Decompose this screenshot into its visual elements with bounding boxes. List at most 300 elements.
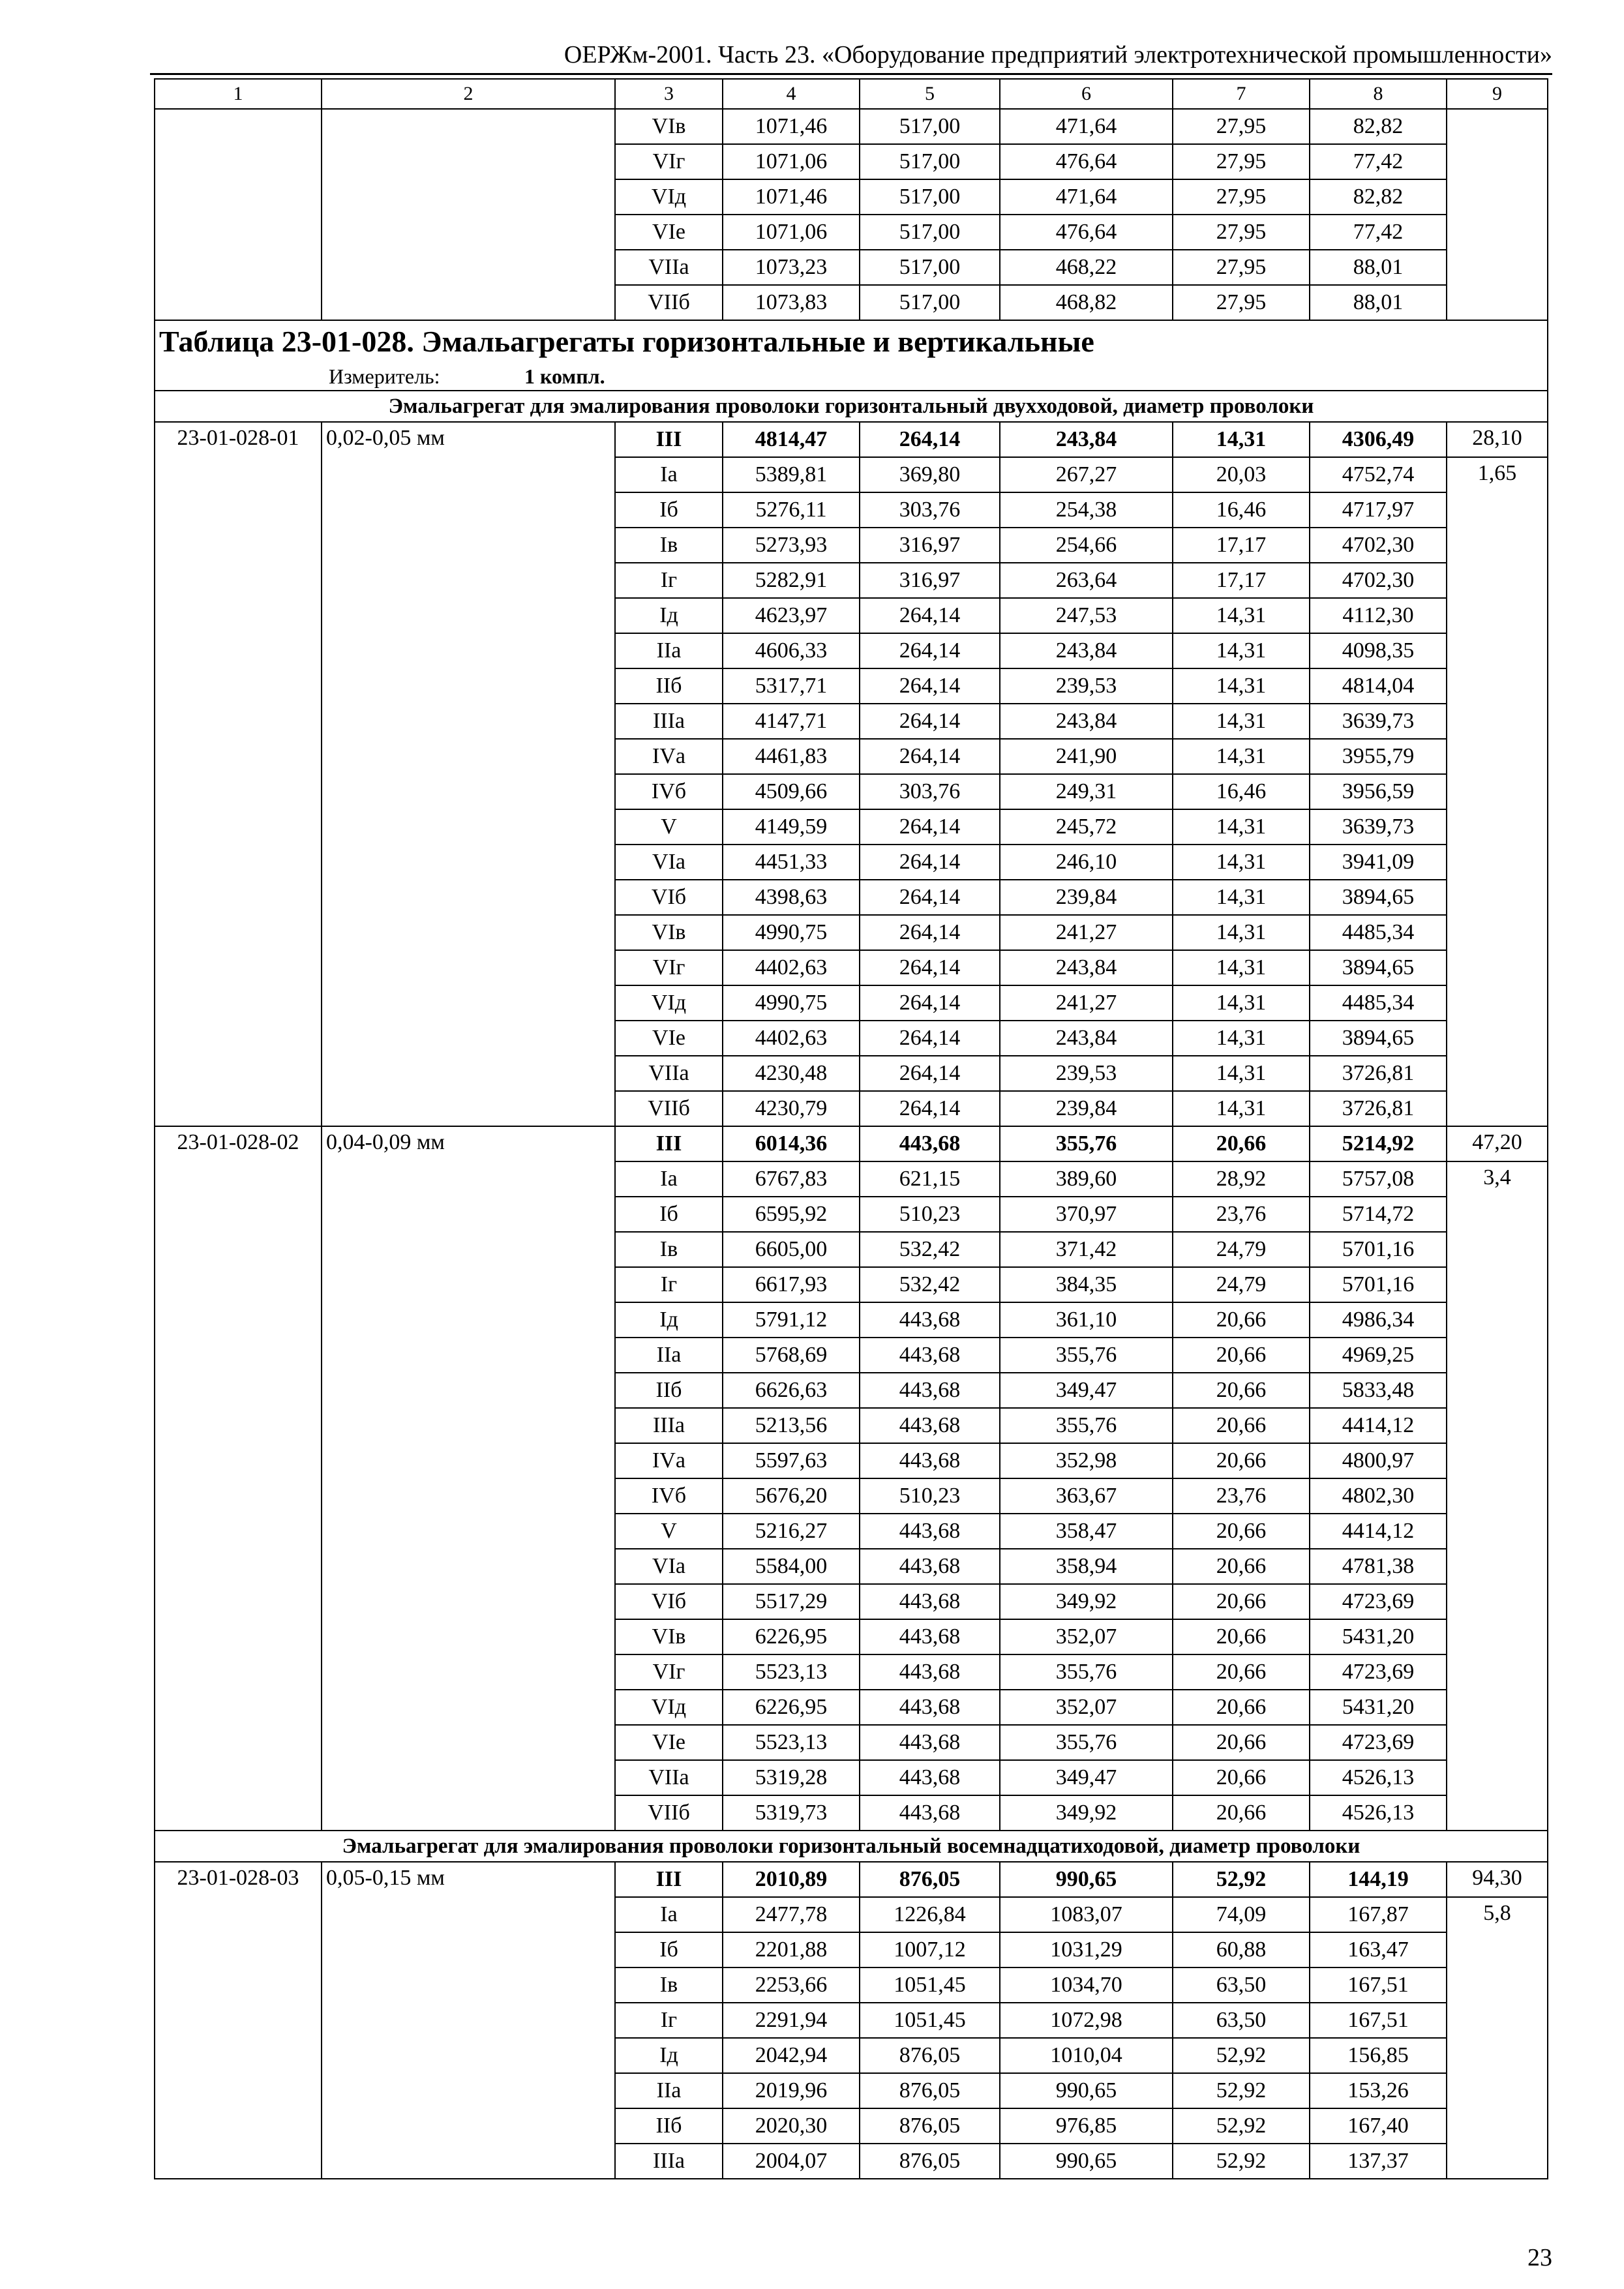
labor-cost-cell: 264,14 xyxy=(860,809,1000,845)
note-cell: 5,8 xyxy=(1447,1897,1548,2179)
machinist-wage-cell: 52,92 xyxy=(1173,1862,1310,1897)
cost-total-cell: 1073,83 xyxy=(723,285,860,320)
level-cell: Iа xyxy=(615,457,723,492)
cost-total-cell: 4402,63 xyxy=(723,1021,860,1056)
name-cell xyxy=(322,109,615,320)
level-cell: VIIб xyxy=(615,285,723,320)
machine-cost-cell: 1072,98 xyxy=(1000,2003,1173,2038)
machinist-wage-cell: 23,76 xyxy=(1173,1197,1310,1232)
materials-cost-cell: 4781,38 xyxy=(1310,1549,1447,1584)
cost-total-cell: 5791,12 xyxy=(723,1302,860,1338)
name-cell: 0,05-0,15 мм xyxy=(322,1862,615,2179)
machine-cost-cell: 358,47 xyxy=(1000,1514,1173,1549)
section-heading: Эмальагрегат для эмалирования проволоки горизонтальный двухходовой, диаметр проволоки xyxy=(155,391,1548,422)
labor-cost-cell: 264,14 xyxy=(860,633,1000,668)
machine-cost-cell: 990,65 xyxy=(1000,1862,1173,1897)
machinist-wage-cell: 20,66 xyxy=(1173,1725,1310,1760)
machinist-wage-cell: 17,17 xyxy=(1173,563,1310,598)
materials-cost-cell: 4723,69 xyxy=(1310,1654,1447,1690)
machine-cost-cell: 243,84 xyxy=(1000,1021,1173,1056)
labor-cost-cell: 510,23 xyxy=(860,1197,1000,1232)
cost-total-cell: 2291,94 xyxy=(723,2003,860,2038)
machine-cost-cell: 349,92 xyxy=(1000,1584,1173,1619)
materials-cost-cell: 3894,65 xyxy=(1310,950,1447,985)
labor-cost-cell: 517,00 xyxy=(860,109,1000,144)
machine-cost-cell: 361,10 xyxy=(1000,1302,1173,1338)
machinist-wage-cell: 24,79 xyxy=(1173,1232,1310,1267)
unit-row xyxy=(155,363,1548,391)
machine-cost-cell: 349,92 xyxy=(1000,1795,1173,1831)
cost-total-cell: 4149,59 xyxy=(723,809,860,845)
cost-total-cell: 4398,63 xyxy=(723,880,860,915)
machine-cost-cell: 370,97 xyxy=(1000,1197,1173,1232)
cost-total-cell: 2010,89 xyxy=(723,1862,860,1897)
labor-cost-cell: 517,00 xyxy=(860,285,1000,320)
materials-cost-cell: 4814,04 xyxy=(1310,668,1447,704)
materials-cost-cell: 5701,16 xyxy=(1310,1232,1447,1267)
cost-total-cell: 4623,97 xyxy=(723,598,860,633)
labor-cost-cell: 264,14 xyxy=(860,1091,1000,1126)
machine-cost-cell: 241,90 xyxy=(1000,739,1173,774)
materials-cost-cell: 77,42 xyxy=(1310,144,1447,179)
level-cell: IIа xyxy=(615,633,723,668)
machinist-wage-cell: 20,66 xyxy=(1173,1408,1310,1443)
note-cell: 47,20 xyxy=(1447,1126,1548,1161)
cost-total-cell: 5216,27 xyxy=(723,1514,860,1549)
cost-total-cell: 2020,30 xyxy=(723,2108,860,2144)
machine-cost-cell: 239,84 xyxy=(1000,880,1173,915)
machinist-wage-cell: 27,95 xyxy=(1173,109,1310,144)
machinist-wage-cell: 20,66 xyxy=(1173,1443,1310,1478)
level-cell: VIа xyxy=(615,845,723,880)
column-number: 3 xyxy=(615,79,723,109)
machine-cost-cell: 384,35 xyxy=(1000,1267,1173,1302)
labor-cost-cell: 303,76 xyxy=(860,492,1000,528)
code-cell: 23-01-028-01 xyxy=(155,422,322,1126)
cost-total-cell: 1071,46 xyxy=(723,179,860,215)
labor-cost-cell: 517,00 xyxy=(860,250,1000,285)
cost-total-cell: 1071,46 xyxy=(723,109,860,144)
materials-cost-cell: 167,51 xyxy=(1310,2003,1447,2038)
labor-cost-cell: 532,42 xyxy=(860,1267,1000,1302)
column-number: 7 xyxy=(1173,79,1310,109)
cost-total-cell: 6767,83 xyxy=(723,1161,860,1197)
machine-cost-cell: 471,64 xyxy=(1000,109,1173,144)
labor-cost-cell: 443,68 xyxy=(860,1338,1000,1373)
column-number: 9 xyxy=(1447,79,1548,109)
column-number: 8 xyxy=(1310,79,1447,109)
labor-cost-cell: 264,14 xyxy=(860,880,1000,915)
page-number: 23 xyxy=(1527,2244,1552,2271)
cost-total-cell: 5597,63 xyxy=(723,1443,860,1478)
level-cell: VIг xyxy=(615,1654,723,1690)
code-cell xyxy=(155,109,322,320)
materials-cost-cell: 88,01 xyxy=(1310,285,1447,320)
labor-cost-cell: 264,14 xyxy=(860,950,1000,985)
cost-total-cell: 5523,13 xyxy=(723,1654,860,1690)
materials-cost-cell: 3955,79 xyxy=(1310,739,1447,774)
cost-total-cell: 5768,69 xyxy=(723,1338,860,1373)
machine-cost-cell: 976,85 xyxy=(1000,2108,1173,2144)
machinist-wage-cell: 63,50 xyxy=(1173,2003,1310,2038)
level-cell: VIе xyxy=(615,1021,723,1056)
cost-total-cell: 5213,56 xyxy=(723,1408,860,1443)
machine-cost-cell: 371,42 xyxy=(1000,1232,1173,1267)
materials-cost-cell: 82,82 xyxy=(1310,179,1447,215)
cost-total-cell: 5584,00 xyxy=(723,1549,860,1584)
machine-cost-cell: 239,53 xyxy=(1000,668,1173,704)
cost-total-cell: 2019,96 xyxy=(723,2073,860,2108)
level-cell: Iб xyxy=(615,1197,723,1232)
labor-cost-cell: 517,00 xyxy=(860,179,1000,215)
machine-cost-cell: 471,64 xyxy=(1000,179,1173,215)
machinist-wage-cell: 14,31 xyxy=(1173,985,1310,1021)
level-cell: VIIб xyxy=(615,1091,723,1126)
cost-total-cell: 6226,95 xyxy=(723,1619,860,1654)
column-number: 5 xyxy=(860,79,1000,109)
materials-cost-cell: 4485,34 xyxy=(1310,915,1447,950)
labor-cost-cell: 443,68 xyxy=(860,1126,1000,1161)
machinist-wage-cell: 27,95 xyxy=(1173,285,1310,320)
materials-cost-cell: 5757,08 xyxy=(1310,1161,1447,1197)
cost-total-cell: 5276,11 xyxy=(723,492,860,528)
labor-cost-cell: 1226,84 xyxy=(860,1897,1000,1932)
level-cell: IVб xyxy=(615,1478,723,1514)
level-cell: Iб xyxy=(615,492,723,528)
section-row xyxy=(155,1831,1548,1862)
materials-cost-cell: 144,19 xyxy=(1310,1862,1447,1897)
table-row xyxy=(155,1126,1548,1161)
note-cell xyxy=(1447,109,1548,320)
labor-cost-cell: 443,68 xyxy=(860,1408,1000,1443)
machinist-wage-cell: 14,31 xyxy=(1173,950,1310,985)
level-cell: Iб xyxy=(615,1932,723,1967)
note-cell: 28,10 xyxy=(1447,422,1548,457)
machine-cost-cell: 263,64 xyxy=(1000,563,1173,598)
materials-cost-cell: 4485,34 xyxy=(1310,985,1447,1021)
running-header: ОЕРЖм-2001. Часть 23. «Оборудование предприятий электротехнической промышленности» xyxy=(564,41,1552,68)
column-number: 4 xyxy=(723,79,860,109)
level-cell: V xyxy=(615,1514,723,1549)
unit-value: 1 компл. xyxy=(524,365,605,388)
note-cell: 94,30 xyxy=(1447,1862,1548,1897)
level-cell: VIв xyxy=(615,915,723,950)
labor-cost-cell: 443,68 xyxy=(860,1760,1000,1795)
machinist-wage-cell: 63,50 xyxy=(1173,1967,1310,2003)
labor-cost-cell: 1051,45 xyxy=(860,1967,1000,2003)
labor-cost-cell: 876,05 xyxy=(860,2038,1000,2073)
machine-cost-cell: 254,38 xyxy=(1000,492,1173,528)
labor-cost-cell: 621,15 xyxy=(860,1161,1000,1197)
machine-cost-cell: 254,66 xyxy=(1000,528,1173,563)
machine-cost-cell: 349,47 xyxy=(1000,1760,1173,1795)
price-table xyxy=(154,78,1548,2179)
cost-total-cell: 4451,33 xyxy=(723,845,860,880)
cost-total-cell: 4814,47 xyxy=(723,422,860,457)
materials-cost-cell: 4526,13 xyxy=(1310,1760,1447,1795)
machine-cost-cell: 355,76 xyxy=(1000,1725,1173,1760)
materials-cost-cell: 3941,09 xyxy=(1310,845,1447,880)
labor-cost-cell: 443,68 xyxy=(860,1549,1000,1584)
cost-total-cell: 4402,63 xyxy=(723,950,860,985)
cost-total-cell: 1071,06 xyxy=(723,215,860,250)
level-cell: VIд xyxy=(615,179,723,215)
level-cell: VIв xyxy=(615,1619,723,1654)
machinist-wage-cell: 27,95 xyxy=(1173,179,1310,215)
machinist-wage-cell: 14,31 xyxy=(1173,1021,1310,1056)
level-cell: Iд xyxy=(615,598,723,633)
level-cell: IIб xyxy=(615,668,723,704)
materials-cost-cell: 4969,25 xyxy=(1310,1338,1447,1373)
machine-cost-cell: 355,76 xyxy=(1000,1126,1173,1161)
machinist-wage-cell: 16,46 xyxy=(1173,492,1310,528)
labor-cost-cell: 264,14 xyxy=(860,1021,1000,1056)
cost-total-cell: 2042,94 xyxy=(723,2038,860,2073)
materials-cost-cell: 4717,97 xyxy=(1310,492,1447,528)
column-number-row xyxy=(155,79,1548,109)
materials-cost-cell: 3894,65 xyxy=(1310,880,1447,915)
level-cell: VIб xyxy=(615,880,723,915)
machine-cost-cell: 241,27 xyxy=(1000,915,1173,950)
machinist-wage-cell: 16,46 xyxy=(1173,774,1310,809)
materials-cost-cell: 5714,72 xyxy=(1310,1197,1447,1232)
materials-cost-cell: 88,01 xyxy=(1310,250,1447,285)
cost-total-cell: 4990,75 xyxy=(723,915,860,950)
level-cell: VIа xyxy=(615,1549,723,1584)
materials-cost-cell: 4526,13 xyxy=(1310,1795,1447,1831)
level-cell: Iг xyxy=(615,2003,723,2038)
materials-cost-cell: 167,51 xyxy=(1310,1967,1447,2003)
machinist-wage-cell: 20,66 xyxy=(1173,1619,1310,1654)
cost-total-cell: 5389,81 xyxy=(723,457,860,492)
labor-cost-cell: 443,68 xyxy=(860,1725,1000,1760)
column-number: 6 xyxy=(1000,79,1173,109)
machine-cost-cell: 245,72 xyxy=(1000,809,1173,845)
machine-cost-cell: 355,76 xyxy=(1000,1408,1173,1443)
machine-cost-cell: 352,98 xyxy=(1000,1443,1173,1478)
machine-cost-cell: 267,27 xyxy=(1000,457,1173,492)
machinist-wage-cell: 14,31 xyxy=(1173,1056,1310,1091)
labor-cost-cell: 316,97 xyxy=(860,563,1000,598)
machine-cost-cell: 243,84 xyxy=(1000,704,1173,739)
labor-cost-cell: 1007,12 xyxy=(860,1932,1000,1967)
machinist-wage-cell: 14,31 xyxy=(1173,633,1310,668)
table-row xyxy=(155,422,1548,457)
machinist-wage-cell: 27,95 xyxy=(1173,215,1310,250)
labor-cost-cell: 443,68 xyxy=(860,1443,1000,1478)
machinist-wage-cell: 20,66 xyxy=(1173,1338,1310,1373)
cost-total-cell: 4230,79 xyxy=(723,1091,860,1126)
level-cell: VIIа xyxy=(615,1056,723,1091)
level-cell: III xyxy=(615,422,723,457)
machinist-wage-cell: 52,92 xyxy=(1173,2073,1310,2108)
cost-total-cell: 1073,23 xyxy=(723,250,860,285)
materials-cost-cell: 4723,69 xyxy=(1310,1725,1447,1760)
level-cell: Iг xyxy=(615,1267,723,1302)
machine-cost-cell: 243,84 xyxy=(1000,950,1173,985)
level-cell: VIв xyxy=(615,109,723,144)
materials-cost-cell: 5431,20 xyxy=(1310,1619,1447,1654)
cost-total-cell: 6226,95 xyxy=(723,1690,860,1725)
labor-cost-cell: 369,80 xyxy=(860,457,1000,492)
machinist-wage-cell: 27,95 xyxy=(1173,144,1310,179)
machinist-wage-cell: 23,76 xyxy=(1173,1478,1310,1514)
level-cell: Iд xyxy=(615,2038,723,2073)
materials-cost-cell: 167,40 xyxy=(1310,2108,1447,2144)
labor-cost-cell: 517,00 xyxy=(860,215,1000,250)
materials-cost-cell: 137,37 xyxy=(1310,2144,1447,2179)
labor-cost-cell: 876,05 xyxy=(860,2073,1000,2108)
machinist-wage-cell: 14,31 xyxy=(1173,739,1310,774)
machinist-wage-cell: 14,31 xyxy=(1173,1091,1310,1126)
cost-total-cell: 6014,36 xyxy=(723,1126,860,1161)
level-cell: IIIа xyxy=(615,704,723,739)
machinist-wage-cell: 52,92 xyxy=(1173,2108,1310,2144)
machine-cost-cell: 1031,29 xyxy=(1000,1932,1173,1967)
header-rule xyxy=(150,73,1552,75)
level-cell: VIе xyxy=(615,1725,723,1760)
materials-cost-cell: 3726,81 xyxy=(1310,1091,1447,1126)
level-cell: VIIа xyxy=(615,250,723,285)
level-cell: VIд xyxy=(615,985,723,1021)
machine-cost-cell: 389,60 xyxy=(1000,1161,1173,1197)
cost-total-cell: 6595,92 xyxy=(723,1197,860,1232)
cost-total-cell: 6626,63 xyxy=(723,1373,860,1408)
section-heading: Эмальагрегат для эмалирования проволоки горизонтальный восемнадцатиходовой, диаметр проволоки xyxy=(155,1831,1548,1862)
level-cell: VIе xyxy=(615,215,723,250)
machinist-wage-cell: 20,66 xyxy=(1173,1373,1310,1408)
machinist-wage-cell: 14,31 xyxy=(1173,915,1310,950)
section-row xyxy=(155,391,1548,422)
level-cell: Iв xyxy=(615,1232,723,1267)
cost-total-cell: 5676,20 xyxy=(723,1478,860,1514)
cost-total-cell: 6617,93 xyxy=(723,1267,860,1302)
cost-total-cell: 2004,07 xyxy=(723,2144,860,2179)
labor-cost-cell: 264,14 xyxy=(860,1056,1000,1091)
labor-cost-cell: 510,23 xyxy=(860,1478,1000,1514)
machine-cost-cell: 249,31 xyxy=(1000,774,1173,809)
machinist-wage-cell: 28,92 xyxy=(1173,1161,1310,1197)
materials-cost-cell: 4702,30 xyxy=(1310,563,1447,598)
level-cell: Iг xyxy=(615,563,723,598)
level-cell: IVб xyxy=(615,774,723,809)
cost-total-cell: 4606,33 xyxy=(723,633,860,668)
machinist-wage-cell: 20,66 xyxy=(1173,1690,1310,1725)
materials-cost-cell: 153,26 xyxy=(1310,2073,1447,2108)
machinist-wage-cell: 52,92 xyxy=(1173,2144,1310,2179)
machine-cost-cell: 476,64 xyxy=(1000,144,1173,179)
level-cell: V xyxy=(615,809,723,845)
table-title: Таблица 23-01-028. Эмальагрегаты горизонтальные и вертикальные xyxy=(155,320,1548,363)
cost-total-cell: 5517,29 xyxy=(723,1584,860,1619)
materials-cost-cell: 4986,34 xyxy=(1310,1302,1447,1338)
materials-cost-cell: 156,85 xyxy=(1310,2038,1447,2073)
machine-cost-cell: 355,76 xyxy=(1000,1654,1173,1690)
materials-cost-cell: 3956,59 xyxy=(1310,774,1447,809)
level-cell: VIд xyxy=(615,1690,723,1725)
materials-cost-cell: 4306,49 xyxy=(1310,422,1447,457)
cost-total-cell: 5319,28 xyxy=(723,1760,860,1795)
labor-cost-cell: 443,68 xyxy=(860,1690,1000,1725)
labor-cost-cell: 264,14 xyxy=(860,422,1000,457)
cost-total-cell: 4990,75 xyxy=(723,985,860,1021)
machinist-wage-cell: 20,66 xyxy=(1173,1760,1310,1795)
labor-cost-cell: 264,14 xyxy=(860,985,1000,1021)
labor-cost-cell: 517,00 xyxy=(860,144,1000,179)
materials-cost-cell: 4702,30 xyxy=(1310,528,1447,563)
cost-total-cell: 5317,71 xyxy=(723,668,860,704)
machine-cost-cell: 352,07 xyxy=(1000,1690,1173,1725)
materials-cost-cell: 3639,73 xyxy=(1310,704,1447,739)
machine-cost-cell: 990,65 xyxy=(1000,2144,1173,2179)
machine-cost-cell: 243,84 xyxy=(1000,633,1173,668)
machinist-wage-cell: 60,88 xyxy=(1173,1932,1310,1967)
labor-cost-cell: 264,14 xyxy=(860,739,1000,774)
note-cell: 1,65 xyxy=(1447,457,1548,1126)
materials-cost-cell: 4752,74 xyxy=(1310,457,1447,492)
machinist-wage-cell: 20,66 xyxy=(1173,1514,1310,1549)
materials-cost-cell: 3726,81 xyxy=(1310,1056,1447,1091)
note-cell: 3,4 xyxy=(1447,1161,1548,1831)
table-title-row xyxy=(155,320,1548,363)
materials-cost-cell: 4723,69 xyxy=(1310,1584,1447,1619)
labor-cost-cell: 264,14 xyxy=(860,915,1000,950)
cost-total-cell: 4230,48 xyxy=(723,1056,860,1091)
labor-cost-cell: 876,05 xyxy=(860,1862,1000,1897)
machine-cost-cell: 241,27 xyxy=(1000,985,1173,1021)
labor-cost-cell: 443,68 xyxy=(860,1584,1000,1619)
labor-cost-cell: 532,42 xyxy=(860,1232,1000,1267)
machine-cost-cell: 355,76 xyxy=(1000,1338,1173,1373)
machinist-wage-cell: 14,31 xyxy=(1173,668,1310,704)
table-row xyxy=(155,109,1548,144)
machinist-wage-cell: 20,66 xyxy=(1173,1126,1310,1161)
machinist-wage-cell: 24,79 xyxy=(1173,1267,1310,1302)
cost-total-cell: 5319,73 xyxy=(723,1795,860,1831)
machine-cost-cell: 247,53 xyxy=(1000,598,1173,633)
materials-cost-cell: 163,47 xyxy=(1310,1932,1447,1967)
level-cell: Iа xyxy=(615,1161,723,1197)
machine-cost-cell: 239,84 xyxy=(1000,1091,1173,1126)
cost-total-cell: 4509,66 xyxy=(723,774,860,809)
machine-cost-cell: 349,47 xyxy=(1000,1373,1173,1408)
materials-cost-cell: 4800,97 xyxy=(1310,1443,1447,1478)
cost-total-cell: 2253,66 xyxy=(723,1967,860,2003)
machinist-wage-cell: 14,31 xyxy=(1173,598,1310,633)
materials-cost-cell: 4098,35 xyxy=(1310,633,1447,668)
level-cell: Iв xyxy=(615,1967,723,2003)
level-cell: VIг xyxy=(615,950,723,985)
level-cell: IIIа xyxy=(615,2144,723,2179)
machine-cost-cell: 1034,70 xyxy=(1000,1967,1173,2003)
machine-cost-cell: 239,53 xyxy=(1000,1056,1173,1091)
machine-cost-cell: 1083,07 xyxy=(1000,1897,1173,1932)
cost-total-cell: 5282,91 xyxy=(723,563,860,598)
machine-cost-cell: 246,10 xyxy=(1000,845,1173,880)
machine-cost-cell: 1010,04 xyxy=(1000,2038,1173,2073)
machine-cost-cell: 468,22 xyxy=(1000,250,1173,285)
machinist-wage-cell: 20,66 xyxy=(1173,1795,1310,1831)
labor-cost-cell: 443,68 xyxy=(860,1373,1000,1408)
unit-cell xyxy=(155,363,1548,391)
machinist-wage-cell: 20,66 xyxy=(1173,1549,1310,1584)
labor-cost-cell: 443,68 xyxy=(860,1795,1000,1831)
machine-cost-cell: 468,82 xyxy=(1000,285,1173,320)
labor-cost-cell: 264,14 xyxy=(860,845,1000,880)
code-cell: 23-01-028-02 xyxy=(155,1126,322,1831)
labor-cost-cell: 443,68 xyxy=(860,1654,1000,1690)
cost-total-cell: 5523,13 xyxy=(723,1725,860,1760)
